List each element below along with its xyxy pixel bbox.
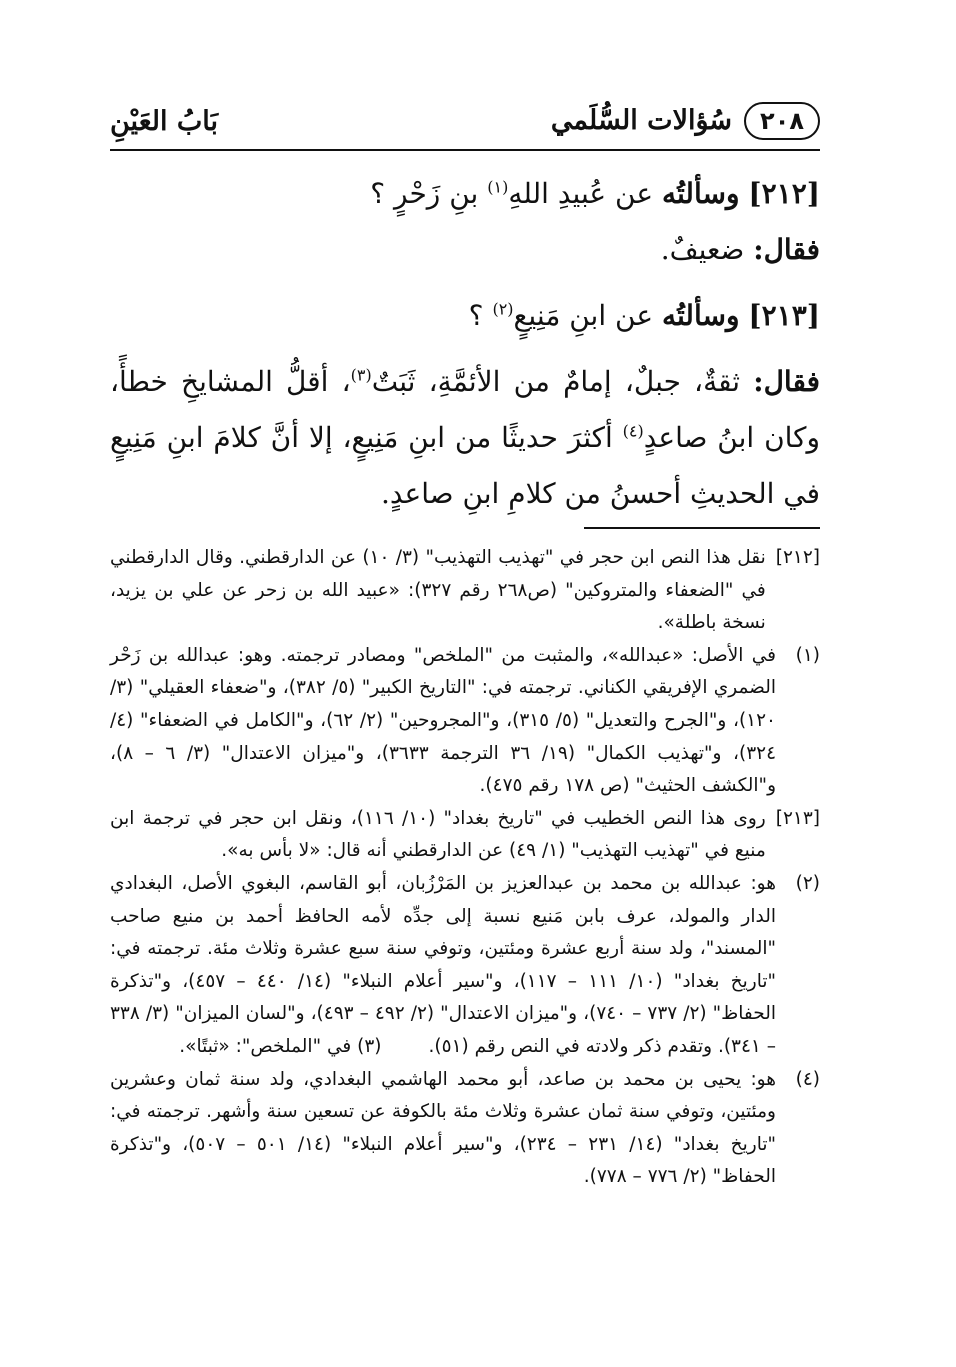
header-right — [551, 102, 820, 140]
page-number: ٢٠٨ — [744, 102, 820, 140]
footnote-number: (٤) — [795, 1068, 820, 1090]
entry-number: [٢١٢] — [748, 177, 820, 210]
question-text: عن ابنِ مَنِيعٍ — [513, 299, 654, 332]
question-text-end: ؟ — [468, 299, 484, 332]
book-title: سُؤالات السُّلَمي — [550, 105, 733, 137]
question-label: وسألتُه — [661, 177, 740, 210]
answer-text-2: ، أقلُّ المشايخِ خطأً، وكان ابنُ صاعدٍ — [110, 365, 821, 454]
footnote-text: روى هذا النص الخطيب في "تاريخ بغداد" (١٠/ ١١٦)، ونقل ابن حجر في ترجمة ابن منيع في "تهذيب التهذيب" (١/ ٤٩) عن الدارقطني أنه قال: «لا بأس به». — [110, 807, 766, 862]
footnote-ref: (٣) — [350, 365, 372, 385]
chapter-title: بَابُ العَيْنِ — [110, 105, 219, 137]
answer-label: فقال: — [753, 365, 820, 398]
main-text — [110, 166, 820, 522]
footnotes — [110, 542, 820, 1194]
footnote-text: نقل هذا النص ابن حجر في "تهذيب التهذيب" (٣/ ١٠) عن الدارقطني. وقال الدارقطني في "الضعفاء والمتروكين" (ص٢٦٨ رقم ٣٢٧): «عبيد الله بن زحر عن علي بن يزيد، نسخة باطلة». — [110, 547, 766, 634]
footnote — [110, 803, 820, 868]
footnote-text: هو: يحيى بن محمد بن صاعد، أبو محمد الهاشمي البغدادي، ولد سنة ثمان وعشرين ومئتين، وتوفي سنة ثمان عشرة وثلاث مئة بالكوفة عن تسعين سنة وأشهر. ترجمته في: "تاريخ بغداد" (١٤/ ٢٣١ – ٢٣٤)، و"سير أعلام النبلاء" (١٤/ ٥٠١ – ٥٠٧)، و"تذكرة الحفاظ" (٢/ ٧٧٦ – ٧٧٨). — [110, 1068, 776, 1188]
footnote-text: في الأصل: «عبدالله»، والمثبت من "الملخص" ومصادر ترجمته. وهو: عبدالله بن زَحْر الضمري الإفريقي الكناني. ترجمته في: "التاريخ الكبير" (٥/ ٣٨٢)، و"ضعفاء العقيلي" (٣/ ١٢٠)، و"الجرح والتعديل" (٥/ ٣١٥)، و"المجروحين" (٢/ ٦٢)، و"الكامل في الضعفاء" (٤/ ٣٢٤)، و"تهذيب الكمال" (١٩/ ٣٦ الترجمة ٣٦٣٣)، و"ميزان الاعتدال" (٣/ ٦ – ٨)، و"الكشف الحثيث" (ص ١٧٨ رقم ٤٧٥). — [110, 644, 777, 797]
entry-answer — [110, 354, 820, 522]
question-text-end: بنِ زَحْرٍ ؟ — [370, 177, 479, 210]
entry-question — [110, 166, 820, 222]
footnote — [110, 640, 820, 803]
question-label: وسألتُه — [661, 299, 740, 332]
answer-text-3: أكثرَ حديثًا من ابنِ مَنِيعٍ، إلا أنَّ كلامَ ابنِ مَنِيعٍ في الحديثِ أحسنُ من كلامِ ابنِ صاعدٍ. — [110, 421, 820, 510]
answer-label: فقال: — [753, 233, 820, 266]
inline-footnote-number: (٣) — [357, 1035, 382, 1057]
page-header — [110, 96, 820, 146]
inline-footnote-text: في "الملخص": «ثبتًا». — [179, 1035, 352, 1057]
footnote-number: (١) — [795, 644, 820, 666]
footnote-rule — [584, 527, 820, 529]
footnote-body — [110, 868, 776, 1064]
footnote-ref: (٢) — [492, 299, 514, 319]
footnote — [110, 542, 820, 640]
footnote — [110, 1064, 820, 1194]
footnote — [110, 868, 820, 1064]
footnote-ref: (٤) — [622, 421, 644, 441]
entry-question — [110, 288, 820, 344]
entry-number: [٢١٣] — [748, 299, 820, 332]
entry-answer — [110, 222, 820, 278]
question-text: عن عُبيدِ اللهِ — [508, 177, 654, 210]
footnote-text: هو: عبدالله بن محمد بن عبدالعزيز بن المَرْزُبان، أبو القاسم، البغوي الأصل، البغدادي الدار والمولد، عرف بابن مَنيع نسبة إلى جدِّه لأمه الحافظ أحمد بن منيع صاحب "المسند"، ولد سنة أربع عشرة ومئتين، وتوفي سنة سبع عشرة وثلاث مئة. ترجمته في: "تاريخ بغداد" (١٠/ ١١١ – ١١٧)، و"سير أعلام النبلاء" (١٤/ ٤٤٠ – ٤٥٧)، و"تذكرة الحفاظ" (٢/ ٧٣٧ – ٧٤٠)، و"ميزان الاعتدال" (٢/ ٤٩٢ – ٤٩٣)، و"لسان الميزان" (٣/ ٣٣٨ – ٣٤١). وتقدم ذكر ولادته في النص رقم (٥١). — [110, 872, 776, 1057]
footnote-number: [٢١٢] — [775, 547, 820, 568]
answer-text-1: ثقةٌ، جبلٌ، إمامٌ من الأئمَّةِ، ثَبَتٌ — [371, 365, 741, 398]
answer-text: ضعيفٌ. — [660, 233, 745, 266]
footnote-number: [٢١٣] — [775, 807, 820, 829]
footnote-number: (٢) — [795, 872, 820, 894]
footnote-ref: (١) — [487, 177, 509, 197]
header-rule — [110, 149, 820, 151]
